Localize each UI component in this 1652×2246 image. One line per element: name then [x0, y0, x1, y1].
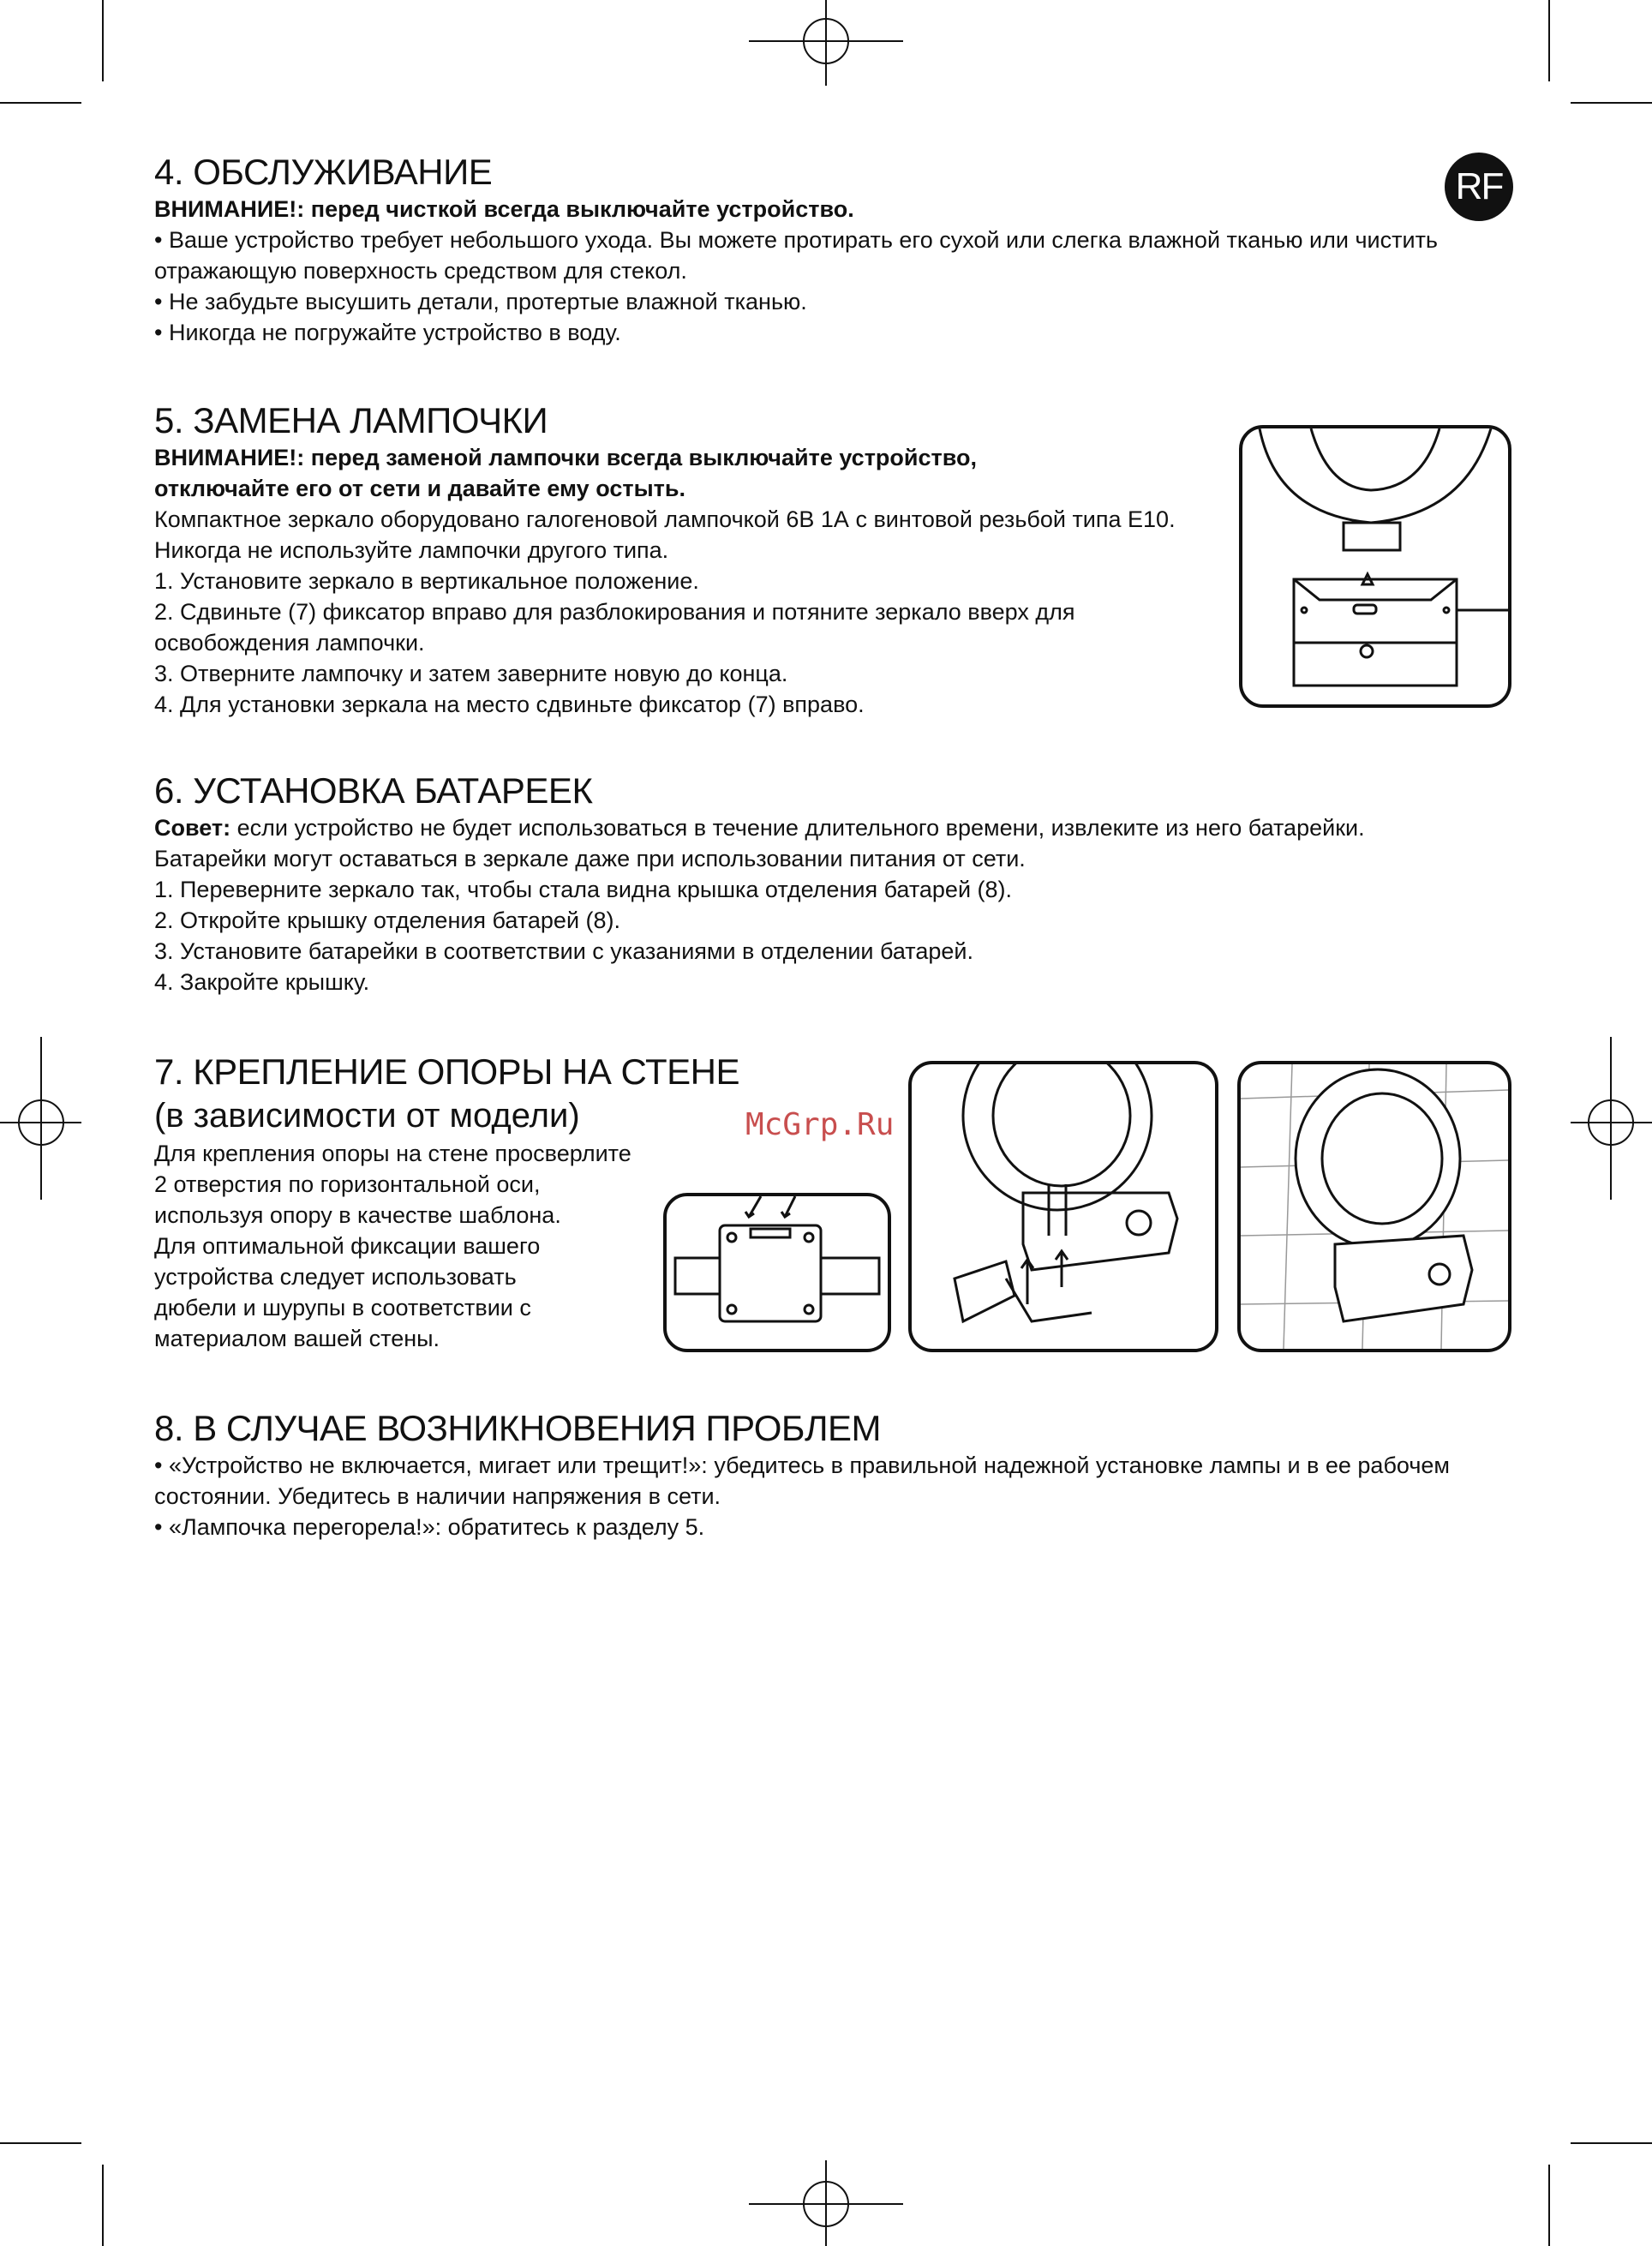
text-line: 1. Переверните зеркало так, чтобы стала видна крышка отделения батарей (8). — [154, 877, 1013, 902]
section-troubleshooting — [154, 1407, 1450, 1542]
tip-line — [154, 812, 1365, 843]
text-line: 2. Сдвиньте (7) фиксатор вправо для разблокирования и потяните зеркало вверх для — [154, 599, 1075, 625]
text-line: освобождения лампочки. — [154, 630, 425, 656]
text-line: используя опору в качестве шаблона. — [154, 1202, 561, 1228]
text-line: 2 отверстия по горизонтальной оси, — [154, 1171, 541, 1197]
text-line: • «Устройство не включается, мигает или трещит!»: убедитесь в правильной надежной установке лампы и в ее рабочем — [154, 1452, 1450, 1478]
warning-text: ВНИМАНИЕ!: перед чисткой всегда выключайте устройство. — [154, 196, 854, 222]
text-line: отражающую поверхность средством для стекол. — [154, 258, 687, 284]
mount-plate-drawing — [667, 1196, 888, 1349]
section-title: 6. УСТАНОВКА БАТАРЕЕК — [154, 770, 593, 811]
mirror-mount-drawing — [912, 1064, 1215, 1349]
section-title: 5. ЗАМЕНА ЛАМПОЧКИ — [154, 400, 548, 440]
section-title: 8. В СЛУЧАЕ ВОЗНИКНОВЕНИЯ ПРОБЛЕМ — [154, 1408, 882, 1448]
text-line: • Не забудьте высушить детали, протертые влажной тканью. — [154, 289, 807, 314]
section-maintenance — [154, 151, 1438, 348]
section-title: 7. КРЕПЛЕНИЕ ОПОРЫ НА СТЕНЕ — [154, 1051, 740, 1092]
watermark: McGrp.Ru — [745, 1107, 895, 1142]
bulb-illustration — [1239, 425, 1511, 708]
text-line: 2. Откройте крышку отделения батарей (8). — [154, 907, 621, 933]
mirror-on-wall-drawing — [1241, 1064, 1508, 1349]
text-line: устройства следует использовать — [154, 1264, 517, 1290]
text-line: 4. Для установки зеркала на место сдвиньте фиксатор (7) вправо. — [154, 692, 865, 717]
tip-text: если устройство не будет использоваться в течение длительного времени, извлеките из него батарейки. — [230, 815, 1365, 841]
warning-text: ВНИМАНИЕ!: перед заменой лампочки всегда выключайте устройство, — [154, 445, 977, 470]
text-line: материалом вашей стены. — [154, 1326, 440, 1351]
section-subtitle: (в зависимости от модели) — [154, 1097, 580, 1135]
mount-plate-illustration — [663, 1193, 891, 1352]
section-batteries — [154, 770, 1365, 997]
text-line: Для оптимальной фиксации вашего — [154, 1233, 541, 1259]
warning-text: отключайте его от сети и давайте ему остыть. — [154, 476, 685, 501]
text-line: 4. Закройте крышку. — [154, 969, 370, 995]
text-line: Батарейки могут оставаться в зеркале даже при использовании питания от сети. — [154, 846, 1026, 871]
mirror-base-drawing — [1242, 428, 1508, 704]
text-line: • Ваше устройство требует небольшого ухода. Вы можете протирать его сухой или слегка влажной тканью или чистить — [154, 227, 1438, 253]
section-bulb-replacement — [154, 399, 1176, 720]
text-line: Для крепления опоры на стене просверлите — [154, 1141, 631, 1166]
text-line: 1. Установите зеркало в вертикальное положение. — [154, 568, 699, 594]
text-line: 3. Отверните лампочку и затем заверните новую до конца. — [154, 661, 788, 686]
language-badge: RF — [1445, 153, 1513, 221]
text-line: Компактное зеркало оборудовано галогеновой лампочкой 6В 1А с винтовой резьбой типа Е10. — [154, 506, 1176, 532]
mount-installed-illustration — [1237, 1061, 1511, 1352]
text-line: 3. Установите батарейки в соответствии с указаниями в отделении батарей. — [154, 938, 973, 964]
text-line: дюбели и шурупы в соответствии с — [154, 1295, 531, 1321]
text-line: • «Лампочка перегорела!»: обратитесь к разделу 5. — [154, 1514, 705, 1540]
section-title: 4. ОБСЛУЖИВАНИЕ — [154, 152, 493, 192]
text-line: состоянии. Убедитесь в наличии напряжения в сети. — [154, 1483, 721, 1509]
tip-label: Совет: — [154, 815, 231, 841]
text-line: Никогда не используйте лампочки другого типа. — [154, 537, 669, 563]
mount-insert-illustration — [908, 1061, 1218, 1352]
section-wall-mount — [154, 1051, 739, 1354]
text-line: • Никогда не погружайте устройство в воду. — [154, 320, 621, 345]
